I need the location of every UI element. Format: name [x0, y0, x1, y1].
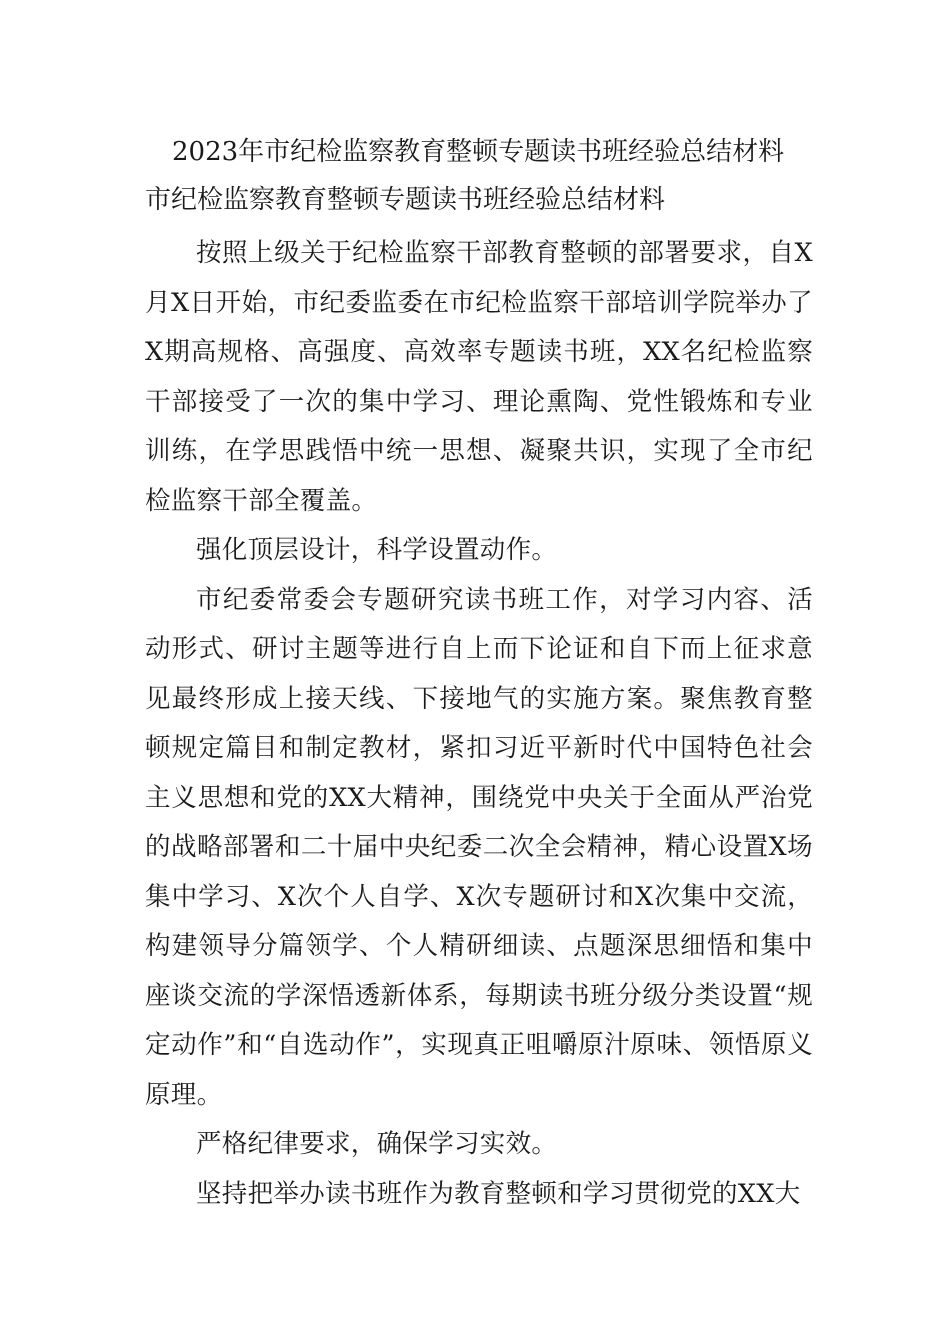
paragraph-discipline: 坚持把举办读书班作为教育整顿和学习贯彻党的XX大 [196, 1178, 801, 1209]
document-title: 2023年市纪检监察教育整顿专题读书班经验总结材料 [172, 137, 785, 167]
paragraph-intro: 按照上级关于纪检监察干部教育整顿的部署要求，自X月X日开始，市纪委监委在市纪检监察干部培训学院举办了X期高规格、高强度、高效率专题读书班，XX名纪检监察干部接受了一次的集中学习、理论熏陶、党性锻炼和专业训练，在学思践悟中统一思想、凝聚共识，实现了全市纪检监察干部全覆盖。 [145, 238, 813, 516]
paragraph-design: 市纪委常委会专题研究读书班工作，对学习内容、活动形式、研讨主题等进行自上而下论证和自下而上征求意见最终形成上接天线、下接地气的实施方案。聚焦教育整顿规定篇目和制定教材，紧扣习近平新时代中国特色社会主义思想和党的XX大精神，围绕党中央关于全面从严治党的战略部署和二十届中央纪委二次全会精神，精心设置X场集中学习、X次个人自学、X次专题研讨和X次集中交流，构建领导分篇领学、个人精研细读、点题深思细悟和集中座谈交流的学深悟透新体系，每期读书班分级分类设置“规定动作”和“自选动作”，实现真正咀嚼原汁原味、领悟原义原理。 [145, 584, 813, 1110]
document-body [145, 229, 813, 1219]
section-heading-design: 强化顶层设计，科学设置动作。 [196, 535, 558, 565]
section-heading-discipline: 严格纪律要求，确保学习实效。 [196, 1129, 558, 1159]
document-subtitle: 市纪检监察教育整顿专题读书班经验总结材料 [145, 185, 666, 215]
